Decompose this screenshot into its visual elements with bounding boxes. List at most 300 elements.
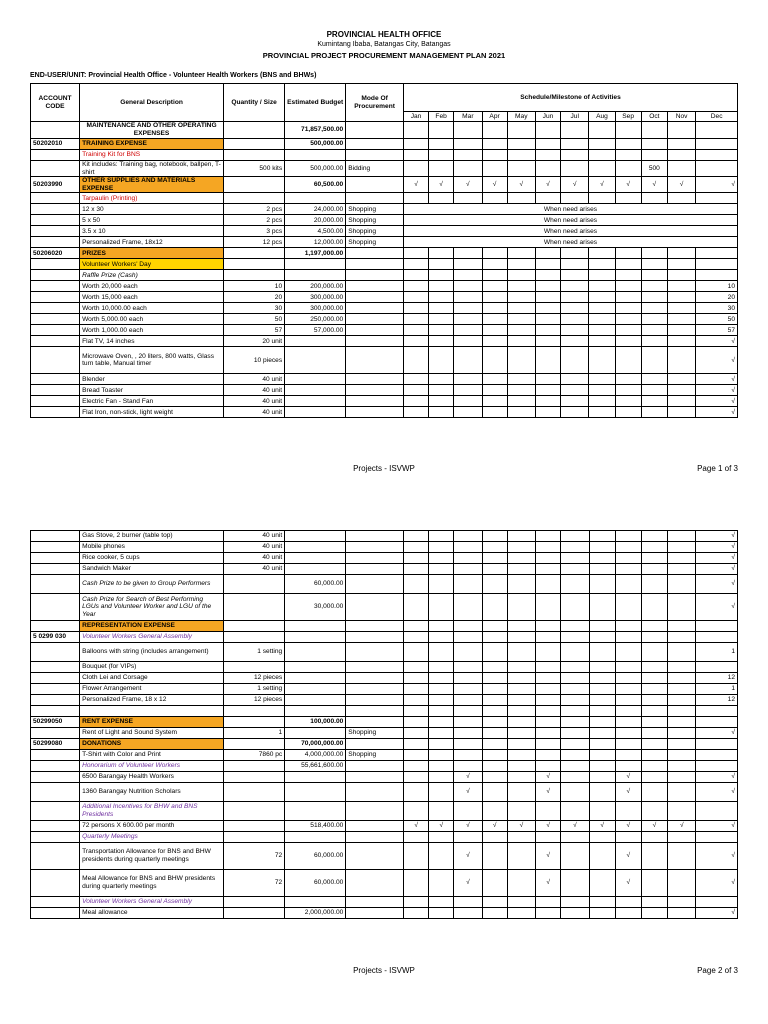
table-row <box>31 531 738 542</box>
month-cell <box>536 761 561 772</box>
month-cell <box>507 843 535 870</box>
month-cell: √ <box>696 177 738 193</box>
month-cell: √ <box>696 908 738 919</box>
description-cell: Raffle Prize (Cash) <box>80 270 224 281</box>
month-cell <box>535 303 560 314</box>
table-row <box>31 314 738 325</box>
month-cell <box>668 662 696 673</box>
account-code-cell <box>31 908 80 919</box>
month-cell <box>561 347 589 374</box>
month-cell <box>454 695 482 706</box>
month-cell <box>507 802 535 821</box>
month-cell: √ <box>507 177 535 193</box>
month-header: Jul <box>561 112 589 122</box>
month-cell <box>615 270 641 281</box>
month-cell <box>536 542 561 553</box>
month-cell <box>668 717 696 728</box>
month-cell <box>667 161 695 177</box>
account-code-cell <box>31 594 80 621</box>
month-cell: 500 <box>641 161 667 177</box>
month-cell <box>507 632 535 643</box>
table-row <box>31 204 738 215</box>
month-cell <box>507 396 535 407</box>
table-row <box>31 303 738 314</box>
description-cell: Electric Fan - Stand Fan <box>80 396 224 407</box>
procurement-table-page2 <box>30 530 738 919</box>
month-cell <box>404 325 429 336</box>
month-cell <box>429 347 454 374</box>
month-cell <box>641 259 667 270</box>
month-cell: 1 <box>696 643 738 662</box>
month-cell <box>429 150 454 161</box>
mode-cell <box>346 706 404 717</box>
month-cell: √ <box>668 821 696 832</box>
budget-cell <box>285 150 346 161</box>
table-row <box>31 843 738 870</box>
account-code-cell <box>31 204 80 215</box>
mode-cell <box>346 248 404 259</box>
month-cell <box>535 385 560 396</box>
month-cell <box>454 750 482 761</box>
mode-cell <box>346 177 404 193</box>
month-cell <box>429 161 454 177</box>
table-row <box>31 706 738 717</box>
month-cell <box>404 594 429 621</box>
month-cell <box>589 161 615 177</box>
description-cell: REPRESENTATION EXPENSE <box>80 621 224 632</box>
month-cell <box>561 161 589 177</box>
month-cell: √ <box>696 374 738 385</box>
month-cell <box>615 347 641 374</box>
month-cell <box>561 772 589 783</box>
quantity-cell: 40 unit <box>224 564 285 575</box>
month-cell: √ <box>454 870 482 897</box>
month-cell <box>507 259 535 270</box>
month-cell <box>667 303 695 314</box>
budget-cell: 200,000.00 <box>285 281 346 292</box>
mode-cell: Shopping <box>346 204 404 215</box>
month-cell <box>454 673 482 684</box>
month-cell <box>668 870 696 897</box>
month-cell <box>696 802 738 821</box>
header-estimated-budget: Estimated Budget <box>285 84 346 122</box>
quantity-cell <box>224 632 285 643</box>
month-cell: √ <box>404 821 429 832</box>
month-cell <box>404 802 429 821</box>
account-code-cell <box>31 150 80 161</box>
mode-cell <box>346 542 404 553</box>
month-cell <box>641 870 667 897</box>
month-cell <box>641 662 667 673</box>
month-cell <box>615 832 641 843</box>
month-cell <box>482 897 507 908</box>
month-cell <box>561 385 589 396</box>
month-cell: √ <box>696 385 738 396</box>
account-code-cell: 50299050 <box>31 717 80 728</box>
month-cell <box>667 259 695 270</box>
month-cell <box>615 673 641 684</box>
account-code-cell <box>31 684 80 695</box>
month-cell <box>615 122 641 139</box>
month-cell <box>404 761 429 772</box>
quantity-cell <box>224 259 285 270</box>
month-cell <box>482 281 507 292</box>
month-cell <box>589 673 615 684</box>
description-cell: Personalized Frame, 18x12 <box>80 237 224 248</box>
month-cell <box>589 193 615 204</box>
account-code-cell <box>31 374 80 385</box>
month-cell <box>535 336 560 347</box>
mode-cell <box>346 270 404 281</box>
month-cell: √ <box>696 542 738 553</box>
mode-cell <box>346 621 404 632</box>
account-code-cell <box>31 821 80 832</box>
month-cell <box>482 761 507 772</box>
table-row <box>31 385 738 396</box>
table-row <box>31 695 738 706</box>
budget-cell: 71,857,500.00 <box>285 122 346 139</box>
month-cell <box>429 281 454 292</box>
account-code-cell <box>31 259 80 270</box>
month-cell <box>696 739 738 750</box>
month-cell <box>561 325 589 336</box>
month-cell <box>482 193 507 204</box>
month-cell <box>429 772 454 783</box>
month-cell <box>404 662 429 673</box>
month-cell <box>668 673 696 684</box>
end-user-line: END-USER/UNIT: Provincial Health Office - Volunteer Health Workers (BNS and BHWs) <box>30 72 317 79</box>
month-cell <box>561 314 589 325</box>
header-general-description: General Description <box>80 84 224 122</box>
budget-cell <box>285 531 346 542</box>
month-cell <box>561 542 589 553</box>
budget-cell: 60,500.00 <box>285 177 346 193</box>
month-cell <box>429 193 454 204</box>
month-cell <box>641 193 667 204</box>
month-cell <box>615 706 641 717</box>
mode-cell <box>346 684 404 695</box>
month-cell <box>667 292 695 303</box>
month-cell <box>561 832 589 843</box>
mode-cell <box>346 193 404 204</box>
month-cell: √ <box>536 783 561 802</box>
budget-cell: 57,000.00 <box>285 325 346 336</box>
quantity-cell: 40 unit <box>224 542 285 553</box>
month-cell: √ <box>696 531 738 542</box>
month-cell <box>589 870 615 897</box>
month-cell <box>589 575 615 594</box>
month-cell <box>482 717 507 728</box>
month-cell <box>507 336 535 347</box>
quantity-cell <box>224 717 285 728</box>
month-cell <box>561 594 589 621</box>
month-cell <box>482 728 507 739</box>
month-cell <box>429 684 454 695</box>
month-cell <box>535 374 560 385</box>
description-cell <box>80 706 224 717</box>
mode-cell: Shopping <box>346 215 404 226</box>
month-cell <box>667 396 695 407</box>
month-cell <box>667 347 695 374</box>
month-header: Aug <box>589 112 615 122</box>
page-number-2: Page 2 of 3 <box>697 966 738 975</box>
account-code-cell <box>31 531 80 542</box>
budget-cell <box>285 270 346 281</box>
description-cell: Volunteer Workers' Day <box>80 259 224 270</box>
month-cell <box>429 292 454 303</box>
month-cell <box>507 897 535 908</box>
budget-cell: 300,000.00 <box>285 303 346 314</box>
description-cell: Meal allowance <box>80 908 224 919</box>
budget-cell <box>285 897 346 908</box>
month-cell <box>536 802 561 821</box>
month-cell <box>561 843 589 870</box>
account-code-cell <box>31 870 80 897</box>
month-cell <box>535 396 560 407</box>
month-cell <box>641 728 667 739</box>
month-cell <box>535 259 560 270</box>
table-row <box>31 908 738 919</box>
mode-cell <box>346 821 404 832</box>
month-cell: √ <box>615 772 641 783</box>
month-cell <box>454 621 482 632</box>
table-row <box>31 821 738 832</box>
month-cell <box>482 259 507 270</box>
month-cell <box>641 706 667 717</box>
quantity-cell <box>224 248 285 259</box>
description-cell: Volunteer Workers General Assembly <box>80 897 224 908</box>
month-cell <box>536 897 561 908</box>
month-cell <box>507 281 535 292</box>
month-cell <box>615 717 641 728</box>
month-cell <box>482 662 507 673</box>
budget-cell <box>285 193 346 204</box>
budget-cell: 60,000.00 <box>285 870 346 897</box>
month-cell <box>482 695 507 706</box>
month-cell <box>696 750 738 761</box>
quantity-cell: 40 unit <box>224 407 285 418</box>
table-row <box>31 728 738 739</box>
month-cell <box>454 281 482 292</box>
month-cell <box>454 122 482 139</box>
account-code-cell <box>31 215 80 226</box>
budget-cell: 70,000,000.00 <box>285 739 346 750</box>
month-cell <box>641 542 667 553</box>
budget-cell <box>285 695 346 706</box>
budget-cell: 518,400.00 <box>285 821 346 832</box>
description-cell: Worth 20,000 each <box>80 281 224 292</box>
table-row <box>31 772 738 783</box>
month-cell <box>507 407 535 418</box>
account-code-cell <box>31 292 80 303</box>
mode-cell: Shopping <box>346 750 404 761</box>
quantity-cell: 7860 pc <box>224 750 285 761</box>
month-cell <box>454 161 482 177</box>
table-row <box>31 575 738 594</box>
month-cell: √ <box>454 821 482 832</box>
month-cell <box>429 717 454 728</box>
month-cell <box>667 248 695 259</box>
description-cell: Microwave Oven, , 20 liters, 800 watts, Glass turn table, Manual timer <box>80 347 224 374</box>
mode-cell <box>346 347 404 374</box>
month-cell: 1 <box>696 684 738 695</box>
quantity-cell: 12 pieces <box>224 695 285 706</box>
month-cell <box>482 594 507 621</box>
month-cell <box>482 684 507 695</box>
month-cell <box>641 632 667 643</box>
month-cell <box>561 270 589 281</box>
mode-cell <box>346 717 404 728</box>
month-cell: √ <box>696 594 738 621</box>
month-cell <box>536 673 561 684</box>
month-cell <box>589 897 615 908</box>
budget-cell <box>285 385 346 396</box>
month-cell: √ <box>667 177 695 193</box>
month-cell: √ <box>696 783 738 802</box>
month-cell <box>429 385 454 396</box>
quantity-cell: 2 pcs <box>224 204 285 215</box>
budget-cell <box>285 772 346 783</box>
mode-cell <box>346 122 404 139</box>
month-cell <box>641 248 667 259</box>
month-cell <box>615 281 641 292</box>
month-cell <box>482 336 507 347</box>
month-cell <box>641 347 667 374</box>
month-cell: √ <box>615 870 641 897</box>
quantity-cell <box>224 821 285 832</box>
month-cell <box>641 396 667 407</box>
month-cell <box>696 761 738 772</box>
month-cell <box>536 531 561 542</box>
month-cell <box>454 553 482 564</box>
month-cell <box>507 161 535 177</box>
table-row <box>31 621 738 632</box>
quantity-cell: 500 kits <box>224 161 285 177</box>
month-cell <box>561 139 589 150</box>
month-cell <box>429 336 454 347</box>
month-cell <box>482 575 507 594</box>
description-cell: Worth 15,000 each <box>80 292 224 303</box>
month-cell: √ <box>561 177 589 193</box>
month-cell <box>668 802 696 821</box>
month-cell <box>482 621 507 632</box>
month-cell <box>561 908 589 919</box>
month-cell <box>404 150 429 161</box>
account-code-cell <box>31 325 80 336</box>
description-cell: Gas Stove, 2 burner (table top) <box>80 531 224 542</box>
month-cell <box>429 739 454 750</box>
month-cell <box>561 292 589 303</box>
month-cell <box>404 553 429 564</box>
month-cell: √ <box>696 821 738 832</box>
mode-cell <box>346 139 404 150</box>
month-cell <box>404 897 429 908</box>
month-cell <box>507 717 535 728</box>
month-cell <box>429 750 454 761</box>
month-cell <box>561 761 589 772</box>
month-cell <box>507 575 535 594</box>
description-cell: T-Shirt with Color and Print <box>80 750 224 761</box>
account-code-cell <box>31 303 80 314</box>
month-cell <box>668 908 696 919</box>
account-code-cell <box>31 553 80 564</box>
month-cell <box>454 632 482 643</box>
month-cell <box>482 772 507 783</box>
month-cell <box>404 347 429 374</box>
month-cell <box>615 643 641 662</box>
month-cell <box>589 621 615 632</box>
quantity-cell <box>224 706 285 717</box>
account-code-cell <box>31 750 80 761</box>
month-cell <box>482 531 507 542</box>
description-cell: OTHER SUPPLIES AND MATERIALS EXPENSE <box>80 177 224 193</box>
month-cell <box>589 336 615 347</box>
month-cell <box>429 564 454 575</box>
month-cell <box>641 772 667 783</box>
budget-cell <box>285 673 346 684</box>
month-cell <box>667 336 695 347</box>
month-cell <box>482 396 507 407</box>
month-cell: √ <box>615 177 641 193</box>
description-cell: 6500 Barangay Health Workers <box>80 772 224 783</box>
month-cell <box>641 695 667 706</box>
month-cell <box>561 717 589 728</box>
month-cell <box>641 832 667 843</box>
page-number-1: Page 1 of 3 <box>697 464 738 473</box>
month-cell: √ <box>535 177 560 193</box>
month-header: Mar <box>454 112 482 122</box>
month-cell <box>561 281 589 292</box>
description-cell: Worth 1,000.00 each <box>80 325 224 336</box>
account-code-cell <box>31 783 80 802</box>
month-cell <box>641 292 667 303</box>
account-code-cell <box>31 193 80 204</box>
budget-cell <box>285 542 346 553</box>
table-row <box>31 407 738 418</box>
table-row <box>31 270 738 281</box>
month-cell <box>615 292 641 303</box>
month-cell <box>615 374 641 385</box>
description-cell: Training Kit for BNS <box>80 150 224 161</box>
month-cell <box>429 259 454 270</box>
month-cell <box>536 662 561 673</box>
month-cell <box>535 281 560 292</box>
month-cell <box>561 259 589 270</box>
month-cell <box>641 314 667 325</box>
quantity-cell <box>224 150 285 161</box>
quantity-cell: 3 pcs <box>224 226 285 237</box>
month-cell <box>561 553 589 564</box>
month-cell: √ <box>641 821 667 832</box>
quantity-cell <box>224 270 285 281</box>
month-cell <box>429 325 454 336</box>
table-row <box>31 870 738 897</box>
budget-cell <box>285 684 346 695</box>
account-code-cell: 50206020 <box>31 248 80 259</box>
description-cell: Cash Prize to be given to Group Performers <box>80 575 224 594</box>
month-cell <box>589 695 615 706</box>
month-cell <box>429 662 454 673</box>
month-cell: √ <box>454 843 482 870</box>
quantity-cell: 40 unit <box>224 385 285 396</box>
budget-cell <box>285 621 346 632</box>
description-cell: Meal Allowance for BNS and BHW presidents during quarterly meetings <box>80 870 224 897</box>
budget-cell <box>285 802 346 821</box>
month-cell <box>668 542 696 553</box>
month-cell: √ <box>696 336 738 347</box>
month-cell <box>589 728 615 739</box>
month-cell <box>589 303 615 314</box>
